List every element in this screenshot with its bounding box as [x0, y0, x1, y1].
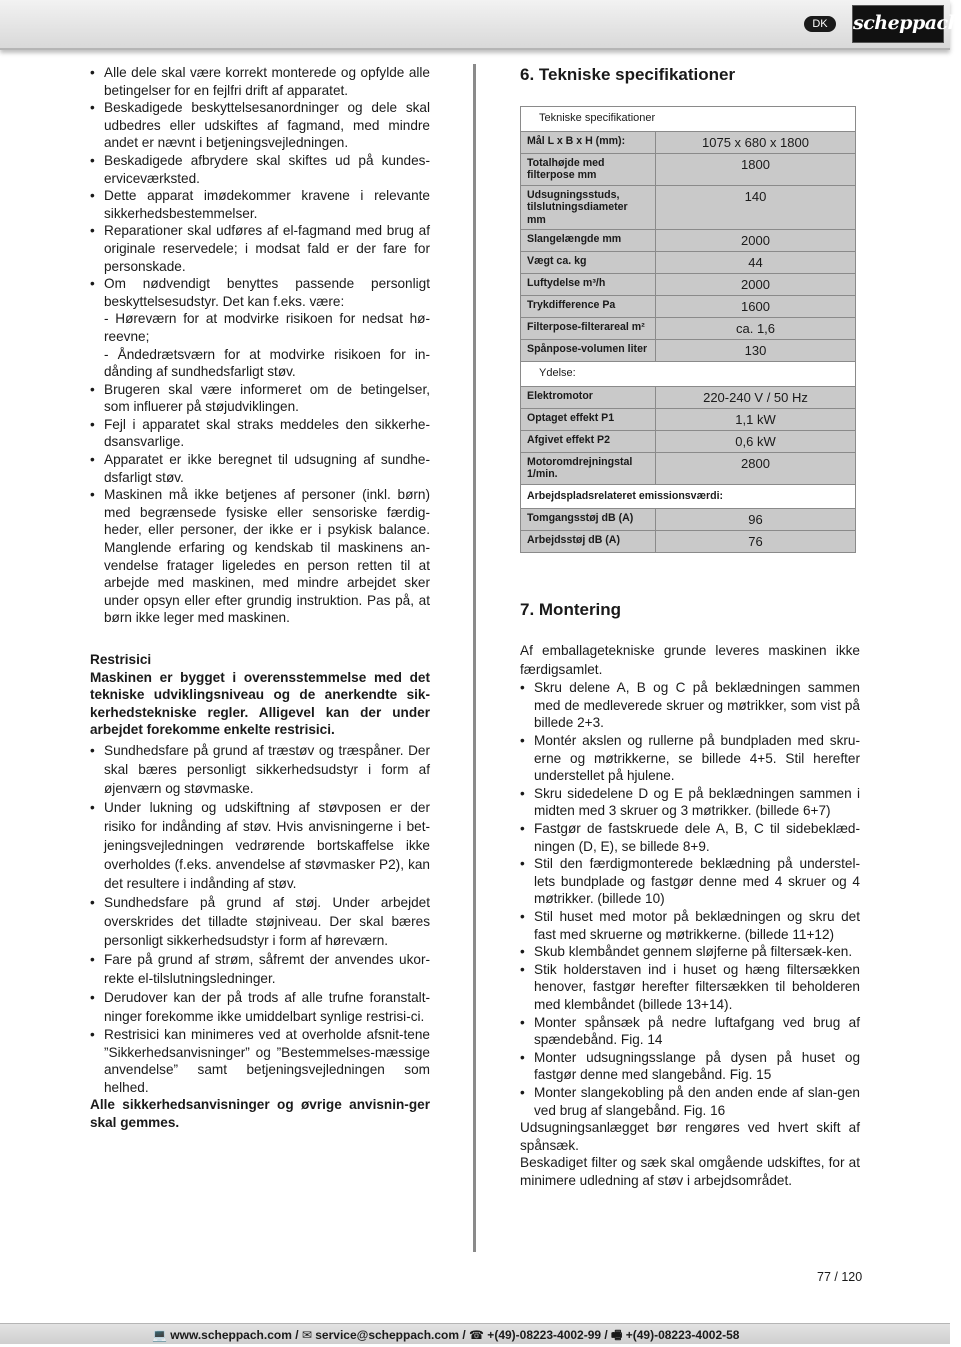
list-item: • Beskadigede afbrydere skal skiftes ud på kundes-erviceværksted.	[90, 152, 430, 187]
list-item: • Dette apparat imødekommer kravene i relevante sikkerhedsbestemmelser.	[90, 187, 430, 222]
montering-list	[520, 679, 860, 1119]
list-item: • Montér akslen og rullerne på bundpladen med skru-erne og møtrikkerne, se billede 4+5. Stil herefter understellet på hjulene.	[520, 732, 860, 785]
list-item: • Skru sidedelene D og E på beklædningen sammen i midten med 3 skruer og 3 møtrikker. (billede 6+7)	[520, 785, 860, 820]
spec-label: Vægt ca. kg	[521, 252, 656, 274]
list-item: • Stil huset med motor på beklædningen og skru det fast med skruerne og møtrikkerne. (billede 11+12)	[520, 908, 860, 943]
list-item: • Sundhedsfare på grund af støj. Under arbejdet overskrides det tilladte støjniveau. Der skal bæres personligt sikkerhedsudstyr i form af høreværn.	[90, 893, 430, 950]
list-item: • Monter udsugningsslange på dysen på huset og fastgør denne med slangebånd. Fig. 15	[520, 1049, 860, 1084]
list-item: • Alle dele skal være korrekt monterede og opfylde alle betingelser for en fejlfri drift af apparatet.	[90, 64, 430, 99]
ydelse-header: Ydelse:	[521, 362, 856, 387]
spec-label: Tomgangsstøj dB (A)	[521, 509, 656, 531]
right-column	[520, 64, 860, 1190]
list-item: • Reparationer skal udføres af el-fagmand med brug af originale reservedele; i modsat fald er der fare for personskade.	[90, 222, 430, 275]
list-item: • Brugeren skal være informeret om de betingelser, som influerer på støjudviklingen.	[90, 381, 430, 416]
table-row	[521, 408, 856, 430]
spec-label: Spånpose-volumen liter	[521, 340, 656, 362]
left-column	[90, 64, 430, 1132]
list-item: • Monter slangekobling på den anden ende af slan-gen ved brug af slangebånd. Fig. 16	[520, 1084, 860, 1119]
list-item: • Sundhedsfare på grund af træstøv og træspåner. Der skal bæres personligt sikkerhedsudstyr i form af øjenværn og støvmaske.	[90, 741, 430, 798]
spec-label: Afgivet effekt P2	[521, 430, 656, 452]
spec-value: 220-240 V / 50 Hz	[656, 386, 856, 408]
spec-value: ca. 1,6	[656, 318, 856, 340]
list-item: • Derudover kan der på trods af alle trufne foranstalt-ninger forekomme ikke umiddelbart synlige restrisi-ci.	[90, 988, 430, 1026]
emission-header: Arbejdspladsrelateret emissionsværdi:	[521, 484, 856, 509]
spec-label: Motoromdrejningstal 1/min.	[521, 452, 656, 484]
ppe-sub-breathing: - Åndedrætsværn for at modvirke risikoen for in-dånding af sundhedsfarligt støv.	[104, 346, 430, 380]
list-item: • Fejl i apparatet skal straks meddeles den sikkerhe-dsansvarlige.	[90, 416, 430, 451]
restrisici-closing: Alle sikkerhedsanvisninger og øvrige anvisnin-ger skal gemmes.	[90, 1097, 430, 1130]
table-row	[521, 131, 856, 153]
list-item: • Apparatet er ikke beregnet til udsugning af sundhe-dsfarligt støv.	[90, 451, 430, 486]
specs-table	[520, 106, 856, 553]
table-row	[521, 318, 856, 340]
language-badge: DK	[804, 16, 836, 32]
list-item: • Stik holderstaven ind i huset og hæng filtersækken henover, fastgør herefter filtersækken til beholderen med klembåndet (billede 13+14).	[520, 961, 860, 1014]
spec-value: 1075 x 680 x 1800	[656, 131, 856, 153]
table-row	[521, 509, 856, 531]
list-item: • Fare på grund af strøm, såfremt der anvendes ukor-rekte el-tilslutningsledninger.	[90, 950, 430, 988]
list-item: • Skru delene A, B og C på beklædningen sammen med de medleverede skruer og møtrikker, som vist på billede 2+3.	[520, 679, 860, 732]
list-item: • Monter spånsæk på nedre luftafgang ved brug af spændebånd. Fig. 14	[520, 1014, 860, 1049]
table-row	[521, 153, 856, 185]
spec-label: Arbejdsstøj dB (A)	[521, 531, 656, 553]
restrisici-heading: Restrisici	[90, 652, 152, 667]
restrisici-list	[90, 741, 430, 1096]
restrisici-intro: Maskinen er bygget i overensstemmelse med det tekniske udviklingsniveau og de anerkendte sik-kerhedstekniske regler. Alligevel kan der under arbejdet forekomme enkelte restrisici.	[90, 669, 430, 738]
spec-value: 44	[656, 252, 856, 274]
page-footer	[0, 1323, 950, 1344]
list-item: • Under lukning og udskiftning af støvposen er der risiko for indånding af støv. Hvis anvisningerne i bet-jeningsvejledningen vedrørende bortskaffelse ikke overholdes (f.eks. anvendelse af støvmasker P2), kan det resultere i indånding af støv.	[90, 798, 430, 893]
page-number: 77 / 120	[817, 1270, 863, 1284]
spec-label: Trykdifference Pa	[521, 296, 656, 318]
spec-value: 96	[656, 509, 856, 531]
spec-value: 1,1 kW	[656, 408, 856, 430]
table-row	[521, 274, 856, 296]
spec-label: Mål L x B x H (mm):	[521, 131, 656, 153]
spec-value: 2000	[656, 230, 856, 252]
ppe-text: • Om nødvendigt benyttes passende personligt beskyttelsesudstyr. Det kan f.eks. være:	[104, 276, 430, 309]
list-item: • Fastgør de fastskruede dele A, B, C til sidebeklæd-ningen (D, E), se billede 8+9.	[520, 820, 860, 855]
specs-heading: 6. Tekniske specifikationer	[520, 65, 736, 84]
spec-value: 130	[656, 340, 856, 362]
spec-label: Udsugningsstuds, tilslutningsdiameter mm	[521, 185, 656, 230]
scheppach-logo	[852, 5, 961, 43]
spec-value: 1600	[656, 296, 856, 318]
table-row	[521, 185, 856, 230]
spec-value: 2000	[656, 274, 856, 296]
table-row	[521, 430, 856, 452]
list-item: • Maskinen må ikke betjenes af personer (inkl. børn) med begrænsede fysiske eller sensoriske færdig-heder, eller personer, der ikke er i psykisk balance. Manglende erfaring og kendskab til maskinens an-vendelse fratager ligeledes en person retten til at arbejde med maskinen, med mindre arbejdet sker under opsyn eller efter grundig instruktion. Pas på, at børn ikke leger med maskinen.	[90, 486, 430, 627]
table-row	[521, 296, 856, 318]
montering-filter-note: Beskadiget filter og sæk skal omgående udskiftes, for at minimere udledning af støv i arbejdsområdet.	[520, 1155, 860, 1188]
table-row	[521, 452, 856, 484]
spec-value: 1800	[656, 153, 856, 185]
montering-cleaning-note: Udsugningsanlægget bør rengøres ved hvert skift af spånsæk.	[520, 1120, 860, 1153]
spec-label: Luftydelse m³/h	[521, 274, 656, 296]
table-row	[521, 531, 856, 553]
spec-value: 76	[656, 531, 856, 553]
list-item: • Restrisici kan minimeres ved at overholde afsnit-tene ”Sikkerhedsanvisninger” og ”Bestemmelses-mæssige anvendelse” samt betjeningsvejledningen som helhed.	[90, 1026, 430, 1096]
table-row	[521, 230, 856, 252]
list-item: • Stil den færdigmonterede beklædning på understel-lets bundplade og fastgør denne med 4 skruer og 4 møtrikker. (billede 10)	[520, 855, 860, 908]
column-divider	[473, 64, 476, 1252]
ppe-sub-hearing: - Høreværn for at modvirke risikoen for nedsat hø-reevne;	[104, 311, 430, 344]
table-header: Tekniske specifikationer	[521, 107, 856, 132]
spec-label: Elektromotor	[521, 386, 656, 408]
spec-value: 140	[656, 185, 856, 230]
footer-contact: 💻 www.scheppach.com / ✉ service@scheppach.com / ☎ +(49)-08223-4002-99 / 🖷 +(49)-08223-4002-58	[152, 1328, 740, 1342]
spec-label: Totalhøjde med filterpose mm	[521, 153, 656, 185]
list-item: • Skub klembåndet gennem sløjferne på filtersæk-ken.	[520, 943, 860, 961]
spec-label: Slangelængde mm	[521, 230, 656, 252]
table-row	[521, 340, 856, 362]
logo-text: scheppach	[853, 12, 961, 34]
safety-list	[90, 64, 430, 627]
table-row	[521, 386, 856, 408]
list-item: • Beskadigede beskyttelsesanordninger og dele skal udbedres eller udskiftes af fagmand, med mindre andet er nævnt i betjeningsvejledningen.	[90, 99, 430, 152]
spec-value: 0,6 kW	[656, 430, 856, 452]
page-header	[0, 0, 961, 50]
montering-heading: 7. Montering	[520, 600, 622, 620]
montering-intro: Af emballagetekniske grunde leveres maskinen ikke færdigsamlet.	[520, 643, 860, 678]
list-item-ppe	[90, 275, 430, 381]
spec-label: Filterpose-filterareal m²	[521, 318, 656, 340]
spec-value: 2800	[656, 452, 856, 484]
table-row	[521, 252, 856, 274]
spec-label: Optaget effekt P1	[521, 408, 656, 430]
